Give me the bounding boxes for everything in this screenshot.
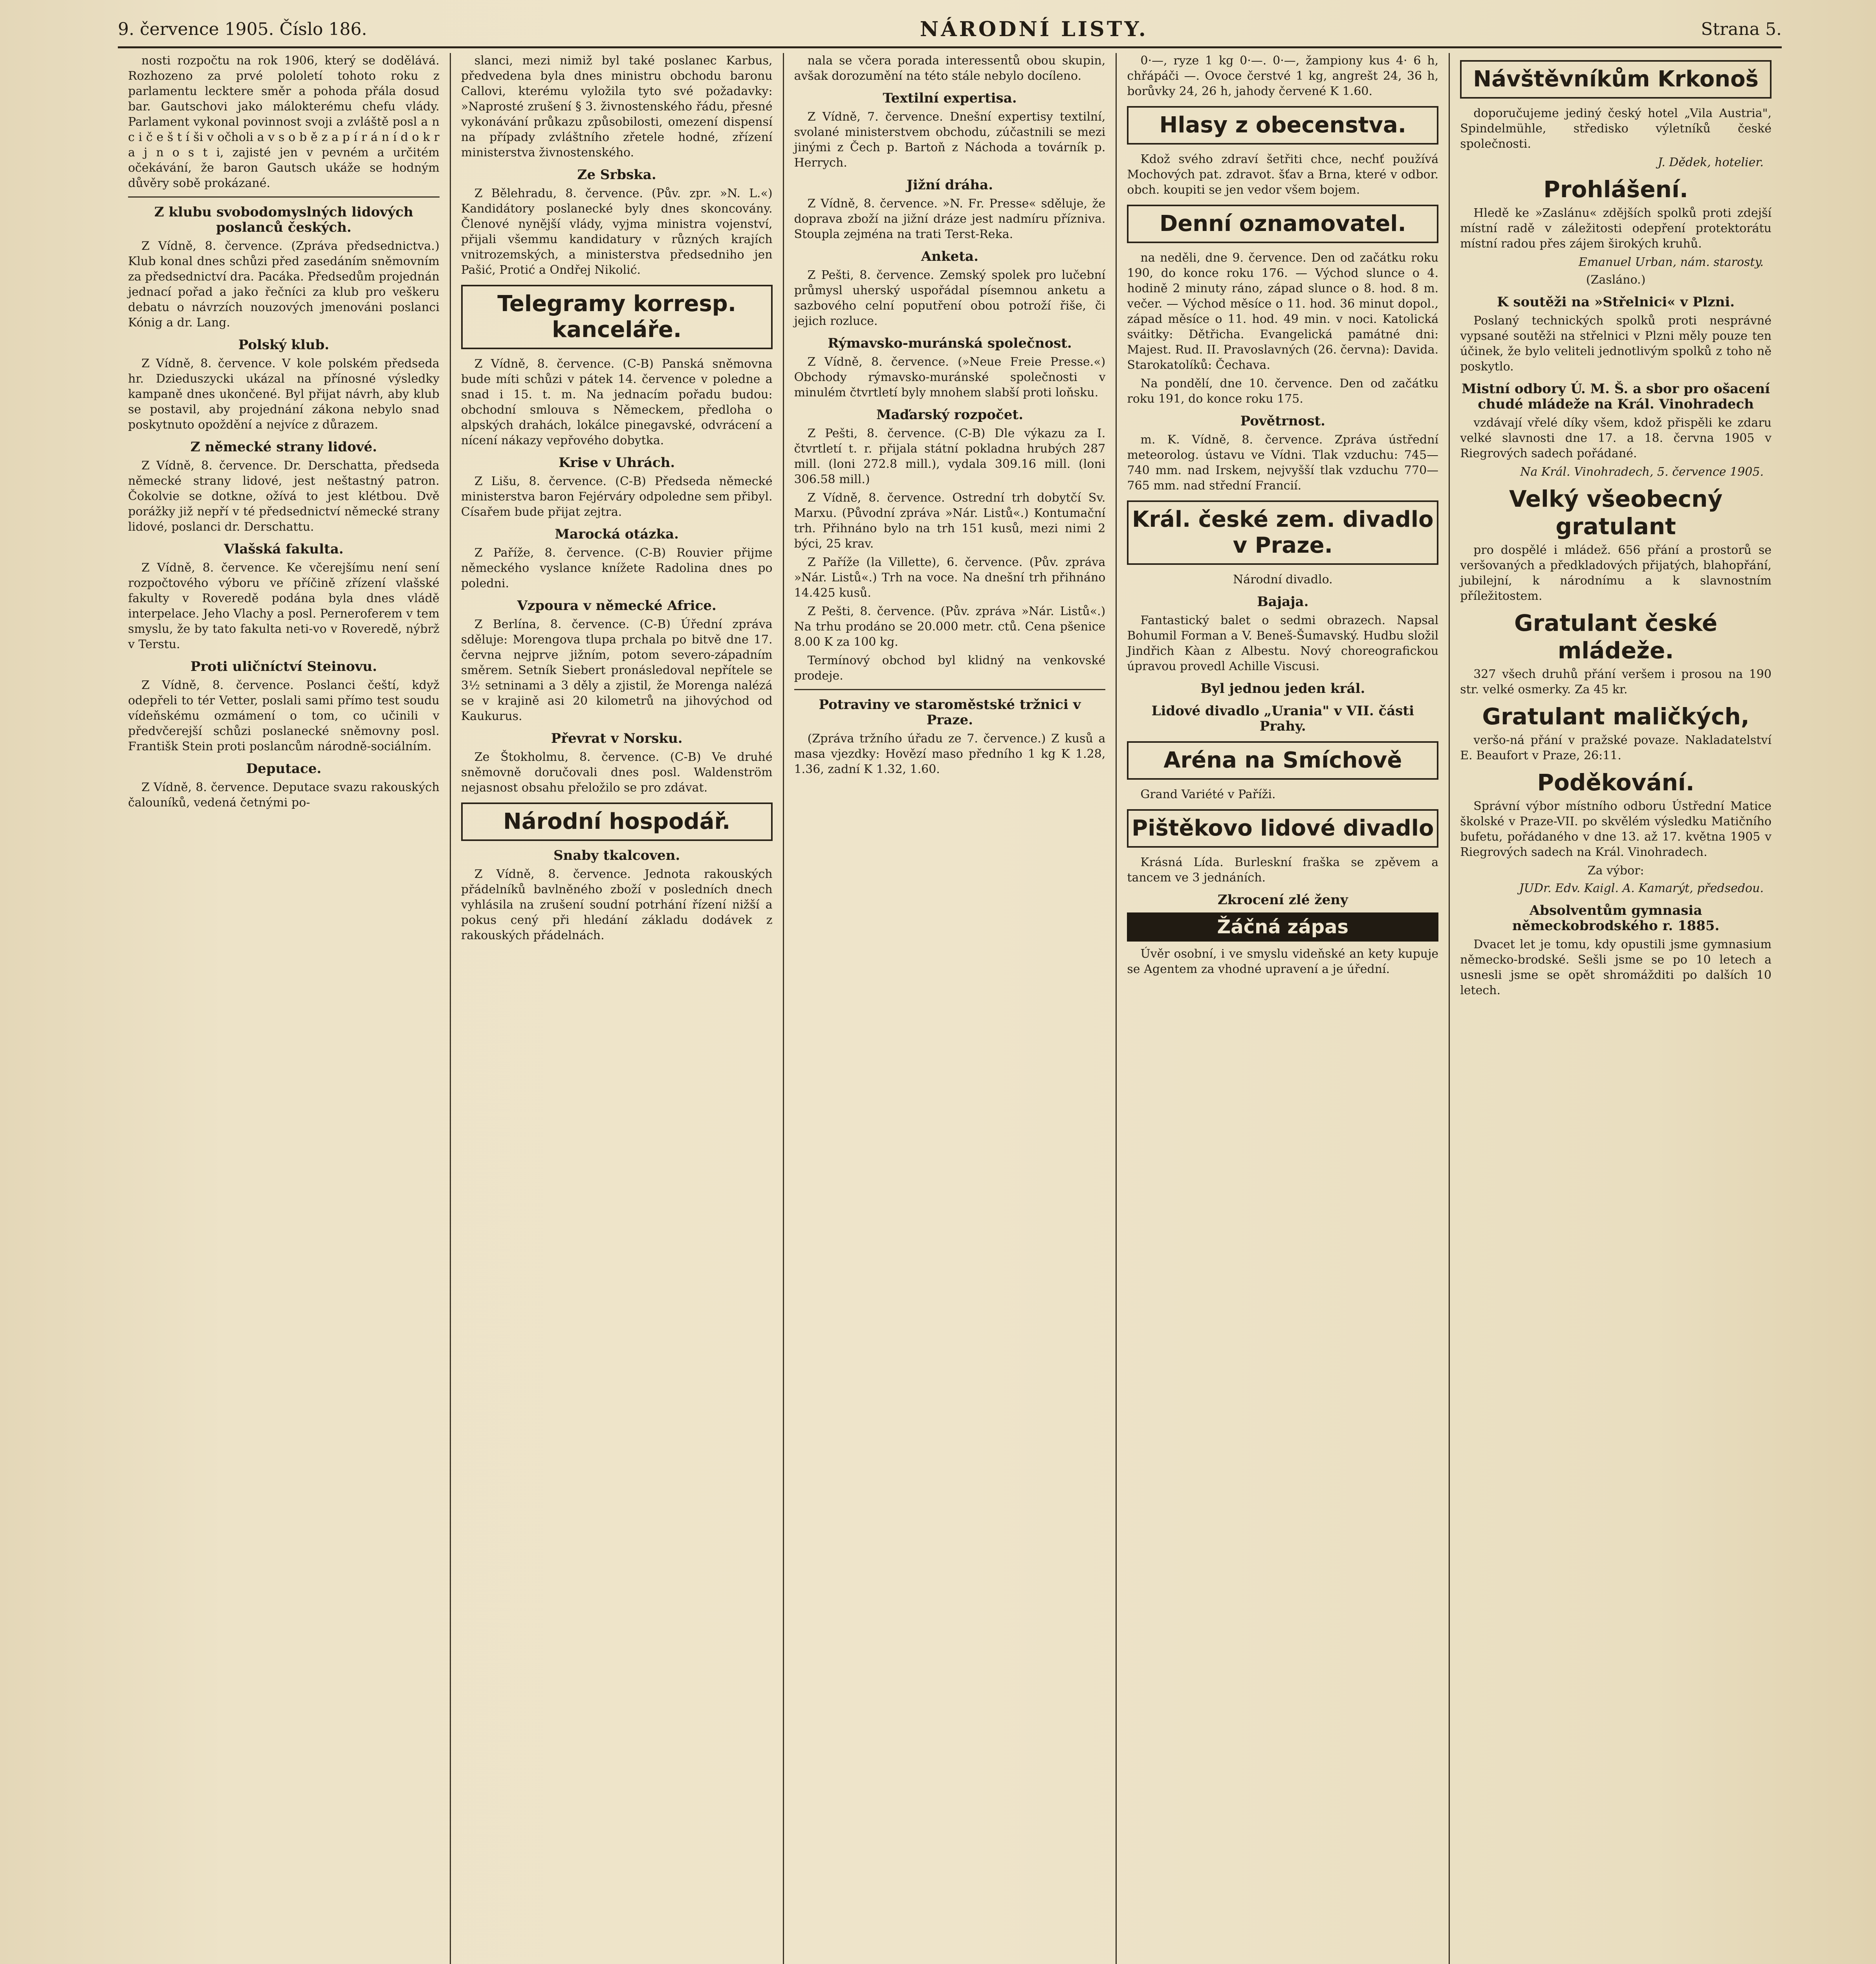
pistek-heading: Pištěkovo lidové divadlo [1127,809,1438,848]
headline: Velký všeobecný gratulant [1509,486,1723,540]
section-heading: Byl jednou jeden král. [1200,681,1365,696]
section-heading: Z klubu svobodomyslných lidových poslanců českých. [154,204,414,235]
play-title: Bajaja. [1257,594,1309,610]
article-text: Úvěr osobní, i ve smyslu videňské an kety kupuje se Agentem za vhodné upravení a je úřední. [1127,947,1439,976]
article-text: Z Berlína, 8. července. (C-B) Úřední zpráva sděluje: Morengova tlupa prchala po bitvě dne 17. června nejprve jižním, potom severo-západním směrem. Setník Siebert pronásledoval nepřítele se 3½ setninami a 3 děly a zjistil, že Morenga nalézá se v krajině asi 20 kilometrů na jihovýchod od Kaukurus. [461,617,773,723]
section-heading: Jižní dráha. [906,177,993,193]
masthead: NÁRODNÍ LISTY. [920,17,1148,41]
signature: J. Dědek, hotelier. [1658,156,1764,169]
theatre-heading: Král. české zem. divadlo v Praze. [1127,500,1438,565]
article-text: Z Pešti, 8. července. (C-B) Dle výkazu za I. čtvrtletí t. r. přijala státní pokladna hrubých 287 mill. (loni 272.8 mill.), vydala 309.16 mill. (loni 306.58 mill.) [794,427,1106,486]
column-4 [1117,53,1450,1964]
section-heading: Zkrocení zlé ženy [1217,892,1348,908]
section-heading: Anketa. [921,249,978,264]
article-text: Dvacet let je tomu, kdy opustili jsme gymnasium německo-brodské. Sešli jsme se po 10 letech a usnesli jsme se opět shromážditi po dalších 10 letech. [1460,938,1772,997]
section-heading: Vlašská fakulta. [224,541,344,557]
section-heading: Potraviny ve staroměstské tržnici v Praze. [819,697,1081,728]
article-text: 0·—, ryze 1 kg 0·—. 0·—, žampiony kus 4· 6 h, chřápáči —. Ovoce čerstvé 1 kg, angrešt 24, 36 h, borůvky 24, 26 h, jahody červené K 1.60. [1127,54,1439,98]
article-text: Správní výbor místního odboru Ústřední Matice školské v Praze-VII. po skvělém výsledku Matičního bufetu, pořádaného v dne 13. až 17. května 1905 v Riegrových sadech na Král. Vinohradech. [1460,799,1772,859]
article-text: Na pondělí, dne 10. července. Den od začátku roku 191, do konce roku 175. [1127,377,1439,406]
section-heading: Povětrnost. [1240,413,1325,429]
headline: Gratulant maličkých, [1482,703,1750,730]
page-header [118,12,1782,48]
header-date: 9. července 1905. Číslo 186. [118,19,367,39]
article-text: doporučujeme jediný český hotel „Vila Austria", Spindelmühle, středisko výletníků české společnosti. [1460,106,1772,151]
page-number: Strana 5. [1701,19,1782,39]
ad-krkonose: Návštěvníkům Krkonoš [1460,60,1772,99]
column-2 [451,53,784,1964]
section-heading: Krise v Uhrách. [559,455,675,471]
section-box-telegrams: Telegramy korresp. kanceláře. [461,285,773,349]
section-heading: Polský klub. [238,337,330,353]
article-text: Z Paříže (la Villette), 6. července. (Pův. zpráva »Nár. Listů«.) Trh na voce. Na dnešní trh přihnáno 14.425 kusů. [794,555,1106,600]
article-text: Z Bělehradu, 8. července. (Pův. zpr. »N. L.«) Kandidátory poslanecké byly dnes skoncovány. Členové nynější vlády, vyjma ministra vojenství, přijali všemmu kandidatury v různých krajích vnitrozemských, a ministerstva předsedniho jen Pašić, Protić a Ondřej Nikolić. [461,187,773,277]
article-text: pro dospělé i mládež. 656 přání a prostorů se veršovaných a předkladových přijatých, blahopřání, jubilejní, k národnímu a k slavnostním příležitostem. [1460,543,1772,603]
article-text: veršo-ná přání v pražské povaze. Nakladatelství E. Beaufort v Praze, 26:11. [1460,733,1772,762]
article-text: nala se včera porada interessentů obou skupin, avšak dorozumění na této stále nebylo docíleno. [794,54,1106,83]
zaslano-label: (Zasláno.) [1586,273,1646,287]
article-text: Z Lišu, 8. července. (C-B) Předseda německé ministerstva baron Fejérváry odpoledne sem přibyl. Císařem bude přijat zejtra. [461,475,773,519]
article-text: Z Vídně, 8. července. Ostrední trh dobytčí Sv. Marxu. (Původní zpráva »Nár. Listů«.) Kontumační trh. Přihnáno bylo na trh 151 kusů, mezi nimi 2 býci, 25 krav. [794,491,1106,551]
section-heading: Rýmavsko-muránská společnost. [828,335,1072,351]
article-text: Z Vídně, 8. července. Jednota rakouských přádelníků bavlněného zboží v posledních dnech vyhlásila na zrušení soudní potrhání řízení nižší a pokus cený při hledání základu dodávek z rakouských přádelnách. [461,867,773,942]
column-5 [1450,53,1782,1964]
section-heading: Maďarský rozpočet. [876,407,1023,423]
arena-heading: Aréna na Smíchově [1127,741,1438,780]
section-heading: Lidové divadlo „Urania" v VII. části Prahy. [1151,703,1414,734]
divider [128,196,440,198]
section-heading: Vzpoura v německé Africe. [517,598,716,614]
article-text: Z Vídně, 8. července. (Zpráva předsednictva.) Klub konal dnes schůzi před zasedáním sněmovním za předsednictví dra. Pacáka. Předsedům projednán jednací pořad a jako řečníci za klub pro veškeru debatu o návrzích nouzových jmenováni poslanci Kónig a dr. Lang. [128,239,440,330]
article-text: Z Vídně, 8. července. Ke včerejšímu není sení rozpočtového výboru ve příčině zřízení vlašské fakulty v Roveredě podána byla dnes vládě interpelace. Jeho Vlachy a posl. Perneroferem v tem smyslu, že by tato fakulta neti-vo v Roveredě, nýbrž v Terstu. [128,561,440,651]
article-text: Termínový obchod byl klidný na venkovské prodeje. [794,654,1106,683]
article-text: 327 všech druhů přání veršem i prosou na 190 str. velké osmerky. Za 45 kr. [1460,667,1772,696]
article-text: Fantastický balet o sedmi obrazech. Napsal Bohumil Forman a V. Beneš-Šumavský. Hudbu složil Jindřich Kàan z Albestu. Nový choreografickou úpravou provedl Achille Viscusi. [1127,614,1439,673]
article-text: Z Vídně, 8. července. V kole polském předseda hr. Dzieduszycki ukázal na přínosné výsledky kampaně dnes ukončené. Byl přijat návrh, aby klub se postavil, aby projednání zákona nebylo snad poskytnuto opoždění a nejvíce z důrazem. [128,357,440,432]
headline: Prohlášení. [1543,176,1688,203]
columns [118,53,1782,1964]
advertisement-block: Žáčná zápas [1127,912,1438,942]
divider [794,689,1106,690]
article-text: nosti rozpočtu na rok 1906, který se dodělává. Rozhozeno za prvé pololetí tohoto roku z parlamentu lecktere směr a pohoda přála dosud bar. Gautschovi jako málokterému chefu vlády. Parlament vykonal povinnost svoji a zvláště posl a n c i č e š t í ši v očholi a v s o b ě z a p í r á n í d o k r a j n o s t i, zajisté jen v pevném a určitém očekávání, že baron Gautsch ukáže se hodným důvěry sobě prokázané. [128,54,440,190]
article-text: m. K. Vídně, 8. července. Zpráva ústřední meteorolog. ústavu ve Vídni. Tlak vzduchu: 745—740 mm. nad Irskem, nejvyšší tlak vzduchu 770—765 mm. nad střední Francií. [1127,433,1439,493]
article-text: Hledě ke »Zaslánu« zdějších spolků proti zdejší místní radě v záležitosti odepření protektorátu místní radou přes zájem širokých kruhů. [1460,206,1772,251]
section-heading: Snaby tkalcoven. [553,848,680,863]
section-box-public-voices: Hlasy z obecenstva. [1127,106,1438,145]
section-box-economy: Národní hospodář. [461,802,773,841]
section-heading: Proti uličníctví Steinovu. [190,659,377,674]
column-1 [118,53,451,1964]
article-text: Z Vídně, 8. července. Deputace svazu rakouských čalouníků, vedená četnými po- [128,780,440,810]
section-heading: Převrat v Norsku. [551,731,683,746]
article-text: Krásná Lída. Burleskní fraška se zpěvem a tancem ve 3 jednáních. [1127,856,1439,885]
article-text: Z Vídně, 8. července. Dr. Derschatta, předseda německé strany lidové, jest neštastný patron. Čokolvie se dotkne, ožívá to jest klétbou. Dvě porážky již nepří v té předsednictví německé strany lidové, poslanci dr. Derschattu. [128,459,440,534]
section-box-daily-notices: Denní oznamovatel. [1127,205,1438,243]
article-text: (Zpráva tržního úřadu ze 7. července.) Z kusů a masa vjezdky: Hovězí maso předního 1 kg K 1.28, 1.36, zadní K 1.32, 1.60. [794,732,1106,776]
article-text: Z Vídně, 8. července. (C-B) Panská sněmovna bude míti schůzi v pátek 14. července v poledne a snad i 15. t. m. Na jednacím pořadu budou: obchodní smlouva s Německem, předloha o alpských drahách, lokálce pinegavské, odvrácení a nícení nákazy vepřového dobytka. [461,357,773,447]
signature: JUDr. Edv. Kaigl. A. Kamarýt, předsedou. [1519,881,1764,895]
article-text: Ze Štokholmu, 8. července. (C-B) Ve druhé sněmovně doručovali dnes posl. Waldenström nejasnost obsahu přeložilo se pro zdávat. [461,750,773,795]
article-text: Z Vídně, 8. července. Poslanci čeští, když odepřeli to tér Vetter, poslali sami přímo test soudu vídeňskému ozmámení o tom, co učinili v předvčerejší schůzi poslanecké sněmovny posl. Františk Stein proti poslancům národně-sociálním. [128,678,440,753]
headline: Poděkování. [1537,769,1695,796]
committee-label: Za výbor: [1587,864,1644,878]
section-heading: K soutěži na »Střelnici« v Plzni. [1497,294,1735,310]
section-heading: Absolventům gymnasia německobrodského r. 1885. [1512,903,1720,934]
article-text: Grand Variété v Paříži. [1140,788,1276,801]
section-heading: Deputace. [246,761,322,777]
section-heading: Z německé strany lidové. [190,439,377,455]
column-3 [784,53,1117,1964]
signature: Na Král. Vinohradech, 5. července 1905. [1520,465,1764,479]
article-text: Poslaný technických spolků proti nesprávné vypsané soutěži na střelnici v Plzni měly pouze ten účinek, že bylo veliteli jednotlivým spolků z toho ně poskytlo. [1460,314,1772,374]
signature: Emanuel Urban, nám. starosty. [1578,255,1764,269]
headline: Gratulant české mládeže. [1514,610,1718,664]
section-heading: Marocká otázka. [555,526,679,542]
article-text: Z Vídně, 8. července. »N. Fr. Presse« sděluje, že doprava zboží na jižní dráze jest nadmíru přízniva. Stoupla zejména na trati Terst-Reka. [794,197,1106,241]
section-heading: Mistní odbory Ú. M. Š. a sbor pro ošacení chudé mládeže na Král. Vinohradech [1462,381,1770,412]
article-text: vzdávají vřelé díky všem, kdož přispěli ke zdaru velké slavnosti dne 17. a 18. června 1905 v Riegrových sadech pořádané. [1460,416,1772,460]
theatre-subheading: Národní divadlo. [1233,573,1333,586]
article-text: Z Pešti, 8. července. Zemský spolek pro lučební průmysl uherský uspořádal písemnou anketu a sazbového celní poputření obou potroží řiše, či jejich rozluce. [794,268,1106,328]
article-text: Z Vídně, 8. července. (»Neue Freie Presse.«) Obchody rýmavsko-muránské společnosti v minulém čtvrtletí byly mnohem slabší proti loňsku. [794,355,1106,399]
section-heading: Textilní expertisa. [883,90,1017,106]
article-text: Z Paříže, 8. července. (C-B) Rouvier přijme německého vyslance knížete Radolina dnes po poledni. [461,546,773,590]
article-text: Z Pešti, 8. července. (Pův. zpráva »Nár. Listů«.) Na trhu prodáno se 20.000 metr. ctů. Cena pšenice 8.00 K za 100 kg. [794,605,1106,649]
article-text: slanci, mezi nimiž byl také poslanec Karbus, předvedena byla dnes ministru obchodu baronu Callovi, kterému vyložila tyto své požadavky: »Naprosté zrušení § 3. živnostenského řádu, přesné vykonávání průkazu způsobilosti, omezení dispensí na případy zvláštního zřetele hodné, zřízení ministerstva živnostenského. [461,54,773,159]
article-text: Kdož svého zdraví šetřiti chce, nechť používá Mochových pat. zdravot. šťav a Brna, které v odbor. obch. koupiti se jen vedor všem bojem. [1127,152,1439,197]
section-heading: Ze Srbska. [577,167,656,183]
article-text: na neděli, dne 9. července. Den od začátku roku 190, do konce roku 176. — Východ slunce o 4. hodině 2 minuty ráno, západ slunce o 8. hod. 8 m. večer. — Východ měsíce o 11. hod. 36 minut dopol., západ měsíce o 11. hod. 49 min. v noci. Katolická sváitky: Dětřicha. Evangelická památné dni: Majest. Rud. II. Pravoslavných (26. června): Davida. Starokatolíků: Čechava. [1127,251,1439,372]
article-text: Z Vídně, 7. července. Dnešní expertisy textilní, svolané ministerstvem obchodu, zúčastnili se mezi jinými z Čech p. Bartoň z Náchoda a továrník p. Herrych. [794,110,1106,170]
